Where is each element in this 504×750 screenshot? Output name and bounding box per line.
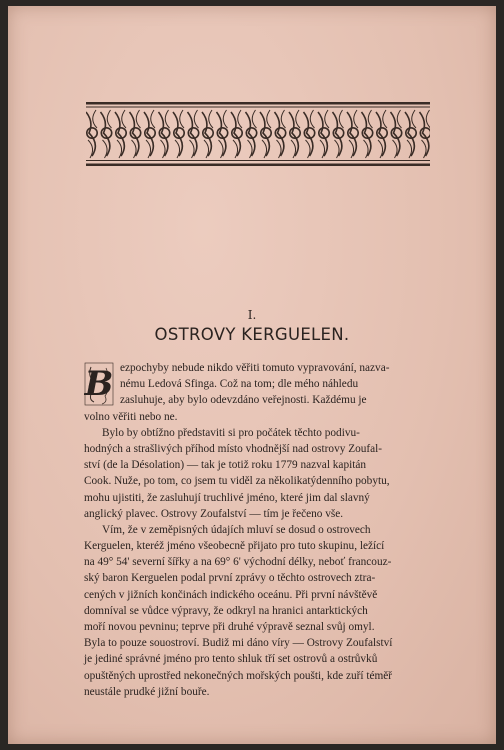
text-line: cených v jižních končinách indického oceánu. Při první návštěvě — [84, 588, 378, 601]
text-line: opuštěných uprostřed nekonečných mořských poušti, kde zuří téměř — [84, 669, 393, 682]
text-line: domníval se vůdce výpravy, že odkryl na hranici antarktických — [84, 604, 368, 617]
text-line: ský baron Kerguelen podal první zprávy o těchto ostrovech ztra- — [84, 572, 376, 585]
text-line: ství (de la Désolation) — tak je totiž roku 1779 nazval kapitán — [84, 459, 367, 472]
text-line: Kerguelen, kteréž jméno všeobecně přijato pro tuto skupinu, ležící — [84, 540, 385, 553]
text-line: na 49° 54' severní šířky a na 69° 6' východní délky, neboť francouz- — [84, 556, 392, 569]
paragraph — [84, 522, 434, 700]
text-line: zasluhuje, aby bylo odevzdáno veřejnosti. Každému je — [120, 394, 367, 407]
text-line: anglický plavec. Ostrovy Zoufalství — tím je řečeno vše. — [84, 507, 344, 520]
text-line: Byla to pouze souostroví. Budiž mi dáno víry — Ostrovy Zoufalství — [84, 637, 393, 650]
text-line: Cook. Nuže, po tom, co jsem tu viděl za několikatýdenního pobytu, — [84, 475, 390, 488]
text-line: Vím, že v zeměpisných údajích mluví se dosud o ostrovech — [102, 523, 371, 536]
text-line: hodných a strašlivých příhod místo vhodnější nad ostrovy Zoufal- — [84, 442, 383, 455]
decorative-header-ornament — [86, 102, 430, 166]
text-line: Bylo by obtížno představiti si pro počátek těchto podivu- — [102, 426, 360, 439]
chapter-number: I. — [247, 308, 257, 322]
text-line: je jediné správné jméno pro tento shluk tří set ostrovů a ostrůvků — [84, 653, 378, 666]
paragraph — [84, 425, 434, 522]
ornamental-drop-cap — [84, 362, 114, 406]
text-line: moří novou pevninu; teprve při druhé výpravě seznal svůj omyl. — [84, 621, 375, 633]
text-line: volno věřiti nebo ne. — [84, 410, 178, 423]
text-line: neustále prudké jižní bouře. — [84, 685, 210, 698]
text-line: nému Ledová Sfinga. Což na tom; dle mého náhledu — [120, 378, 359, 391]
text-line: ezpochyby nebude nikdo věřiti tomuto vypravování, nazva- — [120, 362, 390, 374]
chapter-title: OSTROVY KERGUELEN. — [154, 325, 350, 344]
paragraph — [84, 360, 434, 425]
text-line: mohu ujistiti, že zasluhují truchlivé jméno, které jim dal slavný — [84, 491, 370, 504]
chapter-body — [84, 360, 434, 700]
drop-cap-letter: B — [84, 364, 114, 404]
